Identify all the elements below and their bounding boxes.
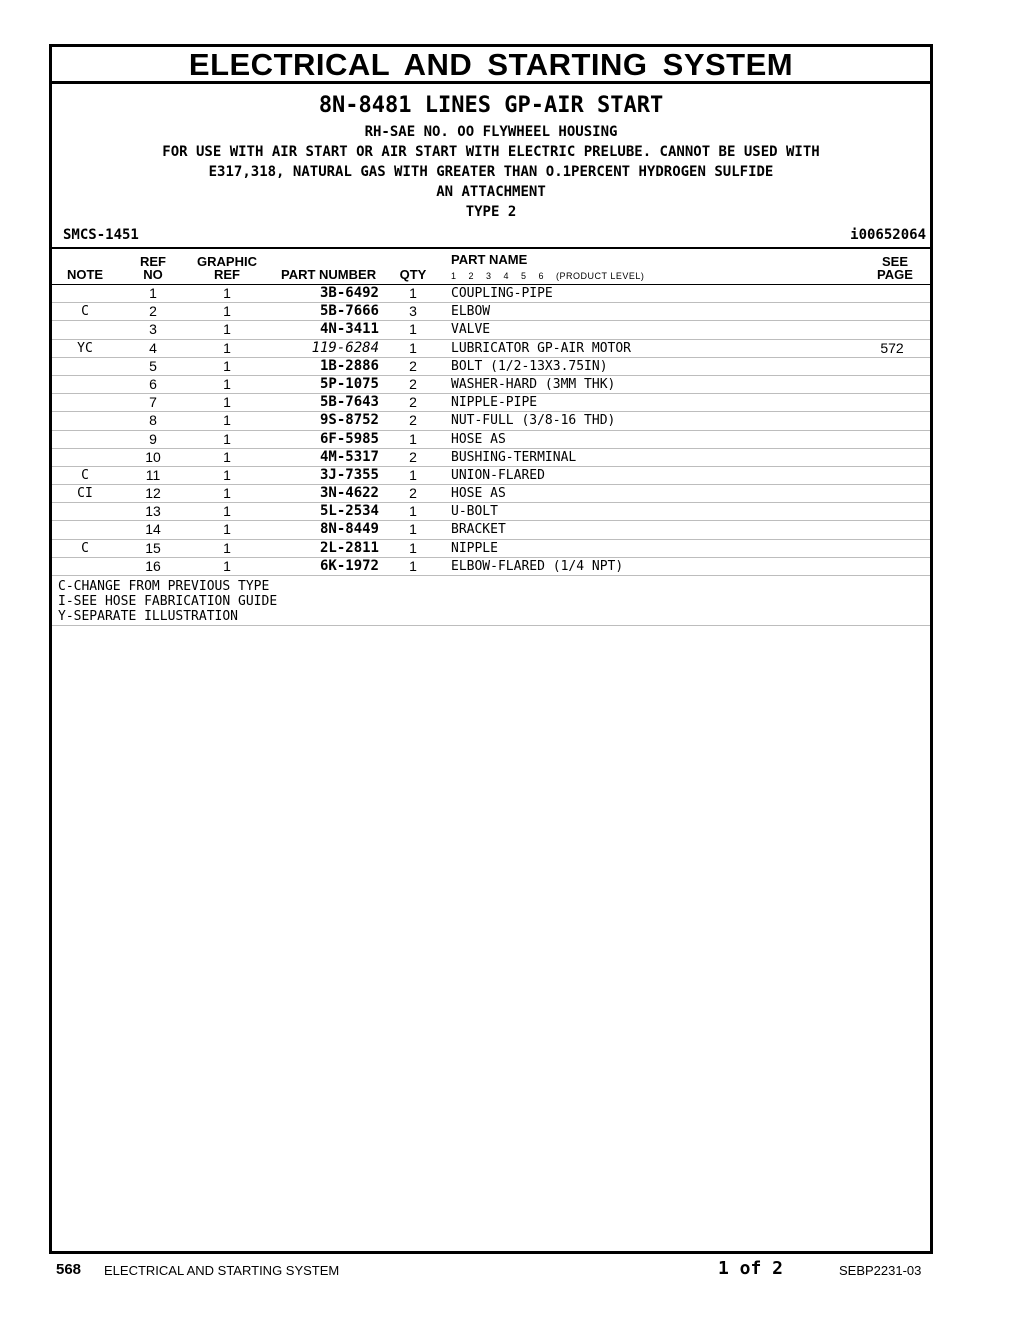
- part-number-cell: 3B-6492: [319, 285, 379, 301]
- note-cell: C: [81, 304, 89, 320]
- graphic-ref-cell: 1: [223, 339, 231, 356]
- part-name-cell: WASHER-HARD (3MM THK): [451, 376, 616, 392]
- part-name-cell: BOLT (1/2-13X3.75IN): [451, 358, 608, 374]
- group-description-line: FOR USE WITH AIR START OR AIR START WITH ELECTRIC PRELUBE. CANNOT BE USED WITH: [162, 144, 820, 160]
- part-number-cell: 5B-7643: [319, 394, 379, 411]
- ref-no-cell: 9: [149, 430, 157, 447]
- note-cell: C: [81, 540, 89, 556]
- qty-cell: 1: [409, 321, 417, 338]
- table-row: [52, 303, 930, 321]
- qty-cell: 2: [409, 375, 417, 392]
- header-part-number: PART NUMBER: [281, 267, 377, 282]
- note-line: I-SEE HOSE FABRICATION GUIDE: [58, 594, 278, 609]
- footer-section: ELECTRICAL AND STARTING SYSTEM: [104, 1263, 340, 1278]
- graphic-ref-cell: 1: [223, 357, 231, 374]
- qty-cell: 1: [409, 557, 417, 574]
- qty-cell: 1: [409, 285, 417, 301]
- table-header: [52, 249, 930, 285]
- part-number-cell: 3J-7355: [319, 466, 379, 483]
- illustration-id: i00652064: [850, 227, 926, 243]
- table-row: [52, 540, 930, 558]
- note-cell: C: [81, 467, 89, 483]
- table-row: [52, 449, 930, 467]
- ref-no-cell: 6: [149, 375, 157, 392]
- table-row: [52, 503, 930, 521]
- table-row: [52, 358, 930, 376]
- part-name-cell: BUSHING-TERMINAL: [451, 449, 577, 465]
- qty-cell: 1: [409, 430, 417, 447]
- graphic-ref-cell: 1: [223, 448, 231, 465]
- graphic-ref-cell: 1: [223, 557, 231, 574]
- graphic-ref-cell: 1: [223, 321, 231, 338]
- ref-no-cell: 13: [145, 503, 161, 520]
- table-row: [52, 285, 930, 303]
- group-description-line: AN ATTACHMENT: [436, 184, 546, 200]
- header-graphic-line2: REF: [214, 267, 240, 282]
- section-title: ELECTRICAL AND STARTING SYSTEM: [52, 47, 930, 84]
- part-name-cell: HOSE AS: [451, 431, 506, 447]
- ref-no-cell: 12: [145, 485, 161, 502]
- table-row: [52, 558, 930, 576]
- table-row: [52, 321, 930, 339]
- graphic-ref-cell: 1: [223, 466, 231, 483]
- qty-cell: 1: [409, 521, 417, 538]
- table-row: [52, 431, 930, 449]
- smcs-row: [52, 225, 930, 249]
- part-number-cell: 2L-2811: [319, 539, 379, 556]
- qty-cell: 3: [409, 303, 417, 320]
- table-row: [52, 521, 930, 539]
- ref-no-cell: 14: [145, 521, 161, 538]
- ref-no-cell: 16: [145, 557, 161, 574]
- qty-cell: 1: [409, 539, 417, 556]
- graphic-ref-cell: 1: [223, 485, 231, 502]
- ref-no-cell: 5: [149, 357, 157, 374]
- part-name-cell: NUT-FULL (3/8-16 THD): [451, 413, 616, 429]
- qty-cell: 1: [409, 466, 417, 483]
- header-ref-line1: REF: [140, 254, 166, 269]
- parts-table: [52, 285, 930, 626]
- part-name-cell: COUPLING-PIPE: [451, 286, 553, 301]
- qty-cell: 2: [409, 485, 417, 502]
- graphic-ref-cell: 1: [223, 285, 231, 301]
- header-see-line1: SEE: [881, 254, 908, 269]
- ref-no-cell: 10: [145, 448, 161, 465]
- part-number-cell: 4M-5317: [319, 448, 379, 465]
- graphic-ref-cell: 1: [223, 375, 231, 392]
- part-number-cell: 6F-5985: [319, 430, 379, 447]
- ref-no-cell: 8: [149, 412, 157, 429]
- page-frame: [49, 44, 933, 1254]
- table-row: [52, 467, 930, 485]
- part-name-cell: U-BOLT: [451, 504, 498, 520]
- graphic-ref-cell: 1: [223, 539, 231, 556]
- ref-no-cell: 3: [149, 321, 157, 338]
- header-product-levels: 1 2 3 4 5 6 (PRODUCT LEVEL): [451, 271, 645, 281]
- group-description-line: RH-SAE NO. OO FLYWHEEL HOUSING: [364, 124, 618, 140]
- qty-cell: 2: [409, 357, 417, 374]
- graphic-ref-cell: 1: [223, 521, 231, 538]
- part-number-cell: 5B-7666: [319, 303, 379, 320]
- qty-cell: 1: [409, 503, 417, 520]
- ref-no-cell: 1: [149, 285, 157, 301]
- graphic-ref-cell: 1: [223, 503, 231, 520]
- note-cell: YC: [77, 340, 93, 356]
- qty-cell: 2: [409, 412, 417, 429]
- graphic-ref-cell: 1: [223, 303, 231, 320]
- part-name-cell: ELBOW-FLARED (1/4 NPT): [451, 558, 624, 574]
- part-number-cell: 4N-3411: [319, 321, 379, 338]
- table-row: [52, 340, 930, 358]
- part-number-cell: 119-6284: [311, 339, 379, 356]
- part-number-cell: 9S-8752: [319, 412, 379, 429]
- qty-cell: 1: [409, 339, 417, 356]
- graphic-ref-cell: 1: [223, 412, 231, 429]
- header-see-line2: PAGE: [877, 267, 913, 282]
- see-page-cell: 572: [880, 339, 904, 356]
- ref-no-cell: 11: [145, 466, 161, 483]
- footer-page-of: 1 of 2: [718, 1258, 784, 1279]
- table-row: [52, 376, 930, 394]
- header-part-name: PART NAME: [451, 252, 528, 267]
- table-row: [52, 394, 930, 412]
- ref-no-cell: 7: [149, 394, 157, 411]
- notes-legend: [52, 576, 930, 626]
- note-cell: CI: [77, 486, 93, 502]
- part-name-cell: NIPPLE-PIPE: [451, 395, 538, 411]
- footer-page-number: 568: [56, 1261, 82, 1278]
- table-row: [52, 485, 930, 503]
- part-number-cell: 1B-2886: [319, 357, 379, 374]
- header-qty: QTY: [399, 267, 427, 282]
- header-graphic-line1: GRAPHIC: [197, 254, 257, 269]
- page-footer: [0, 1258, 1020, 1282]
- qty-cell: 2: [409, 394, 417, 411]
- group-description-line: TYPE 2: [465, 204, 517, 220]
- part-name-cell: ELBOW: [451, 304, 491, 320]
- part-number-cell: 6K-1972: [319, 557, 379, 574]
- part-number-cell: 8N-8449: [319, 521, 379, 538]
- header-note: NOTE: [66, 267, 104, 282]
- table-row: [52, 412, 930, 430]
- qty-cell: 2: [409, 448, 417, 465]
- part-number-cell: 5L-2534: [319, 503, 379, 520]
- note-line: C-CHANGE FROM PREVIOUS TYPE: [58, 579, 270, 594]
- smcs-code: SMCS-1451: [63, 227, 139, 243]
- ref-no-cell: 4: [149, 339, 157, 356]
- ref-no-cell: 15: [145, 539, 161, 556]
- part-name-cell: VALVE: [451, 322, 491, 338]
- graphic-ref-cell: 1: [223, 394, 231, 411]
- part-name-cell: LUBRICATOR GP-AIR MOTOR: [451, 340, 632, 356]
- group-title: 8N-8481 LINES GP-AIR START: [318, 93, 664, 118]
- part-name-cell: UNION-FLARED: [451, 467, 545, 483]
- footer-doc-id: SEBP2231-03: [839, 1263, 922, 1278]
- part-number-cell: 3N-4622: [319, 485, 379, 502]
- part-name-cell: BRACKET: [451, 522, 506, 538]
- part-name-cell: NIPPLE: [451, 540, 498, 556]
- note-line: Y-SEPARATE ILLUSTRATION: [58, 609, 239, 624]
- ref-no-cell: 2: [149, 303, 157, 320]
- part-name-cell: HOSE AS: [451, 486, 506, 502]
- graphic-ref-cell: 1: [223, 430, 231, 447]
- part-number-cell: 5P-1075: [319, 375, 379, 392]
- header-ref-line2: NO: [143, 267, 163, 282]
- group-description-line: E317,318, NATURAL GAS WITH GREATER THAN O.1PERCENT HYDROGEN SULFIDE: [208, 164, 774, 180]
